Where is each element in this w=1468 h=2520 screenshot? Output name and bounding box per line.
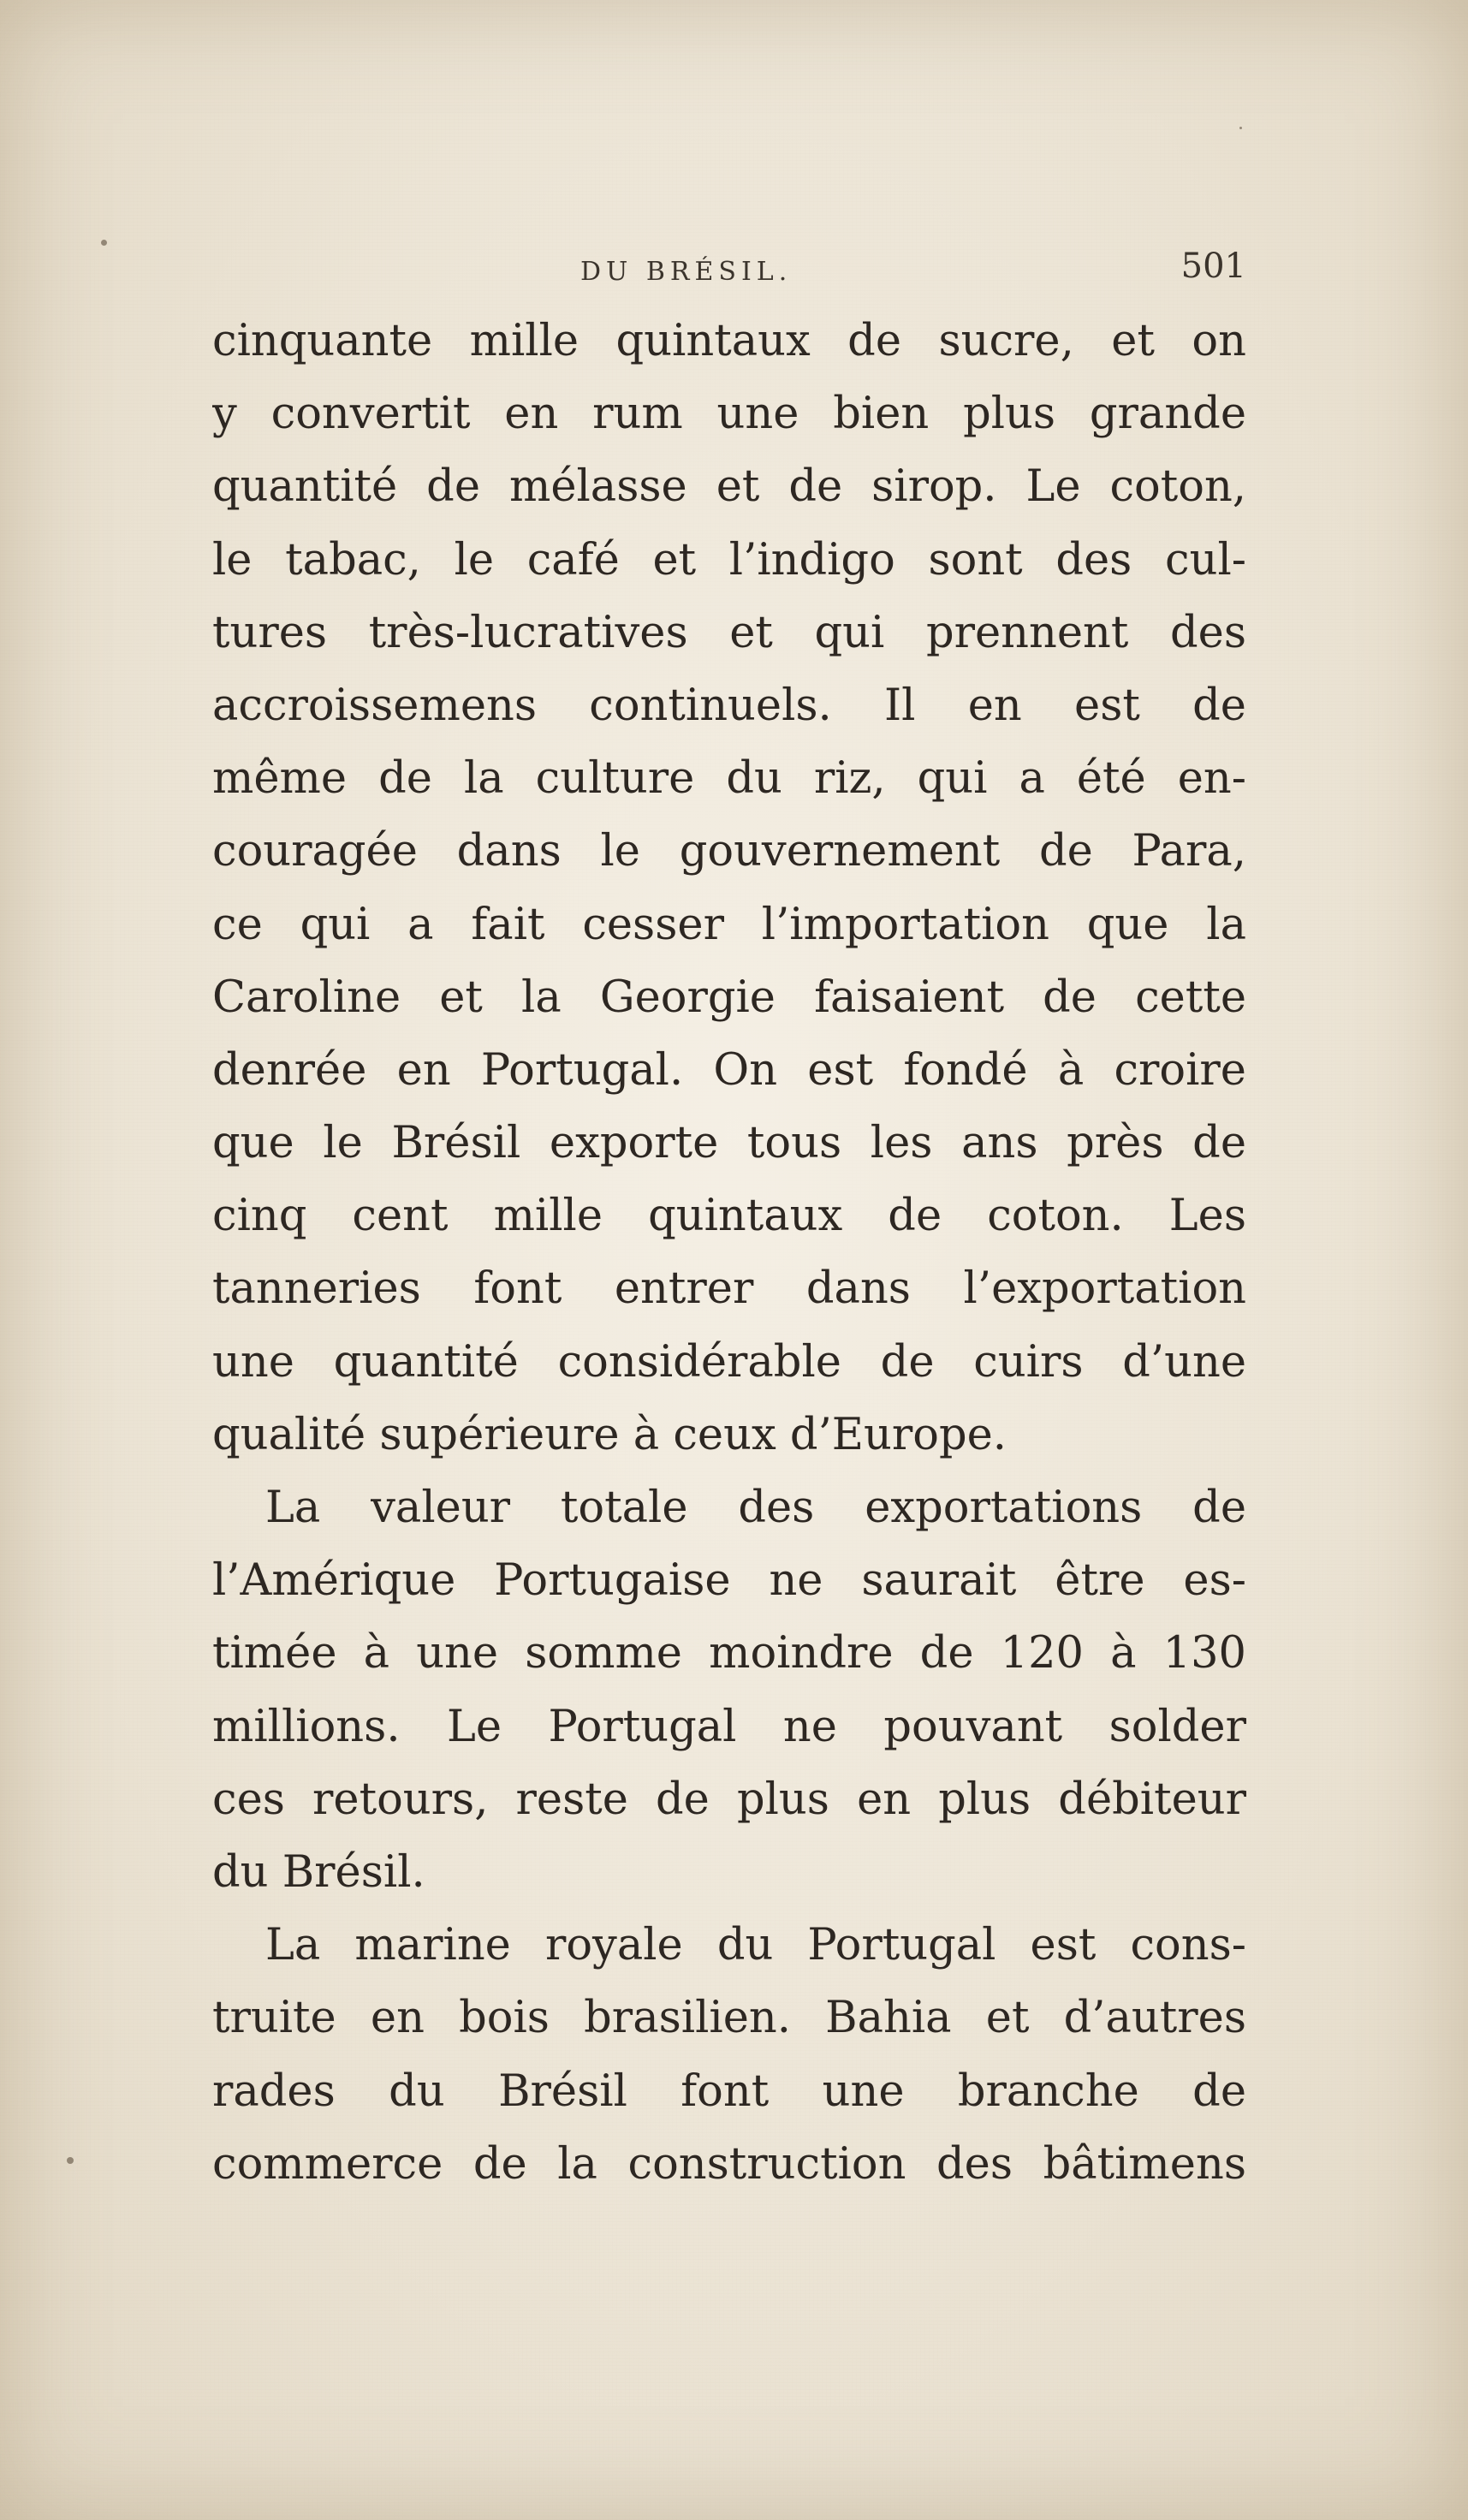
running-title: DU BRÉSIL. <box>580 257 793 287</box>
text-line: accroissemens continuels. Il en est de <box>212 680 1246 731</box>
text-line: truite en bois brasilien. Bahia et d’autres <box>212 1993 1246 2044</box>
text-line: quantité de mélasse et de sirop. Le coton, <box>212 461 1246 513</box>
text-line: y convertit en rum une bien plus grande <box>212 389 1246 440</box>
text-line: La marine royale du Portugal est cons- <box>265 1920 1246 1971</box>
text-line: ces retours, reste de plus en plus débiteur <box>212 1774 1246 1825</box>
text-line: ce qui a fait cesser l’importation que la <box>212 899 1246 950</box>
text-line: que le Brésil exporte tous les ans près de <box>212 1118 1246 1169</box>
text-line: cinq cent mille quintaux de coton. Les <box>212 1191 1246 1242</box>
text-line: denrée en Portugal. On est fondé à croire <box>212 1044 1246 1096</box>
text-line: du Brésil. <box>212 1846 425 1898</box>
text-line: l’Amérique Portugaise ne saurait être es- <box>212 1555 1246 1607</box>
text-line: même de la culture du riz, qui a été en- <box>212 753 1246 805</box>
text-line: une quantité considérable de cuirs d’une <box>212 1336 1246 1388</box>
text-line: Caroline et la Georgie faisaient de cette <box>212 972 1246 1023</box>
text-line: rades du Brésil font une branche de <box>212 2065 1246 2117</box>
text-line: La valeur totale des exportations de <box>265 1483 1246 1533</box>
body-text <box>212 305 1246 2201</box>
ink-speck <box>67 2157 74 2164</box>
text-line: tanneries font entrer dans l’exportation <box>212 1263 1246 1315</box>
text-line: le tabac, le café et l’indigo sont des cul- <box>212 534 1246 585</box>
text-line: timée à une somme moindre de 120 à 130 <box>212 1628 1246 1679</box>
page-header <box>212 247 1246 298</box>
ink-speck <box>101 240 107 246</box>
text-line: couragée dans le gouvernement de Para, <box>212 826 1246 877</box>
text-line: commerce de la construction des bâtimens <box>212 2138 1246 2190</box>
text-line: cinquante mille quintaux de sucre, et on <box>212 316 1246 366</box>
page-number: 501 <box>1180 247 1246 286</box>
text-line: tures très-lucratives et qui prennent des <box>212 607 1246 658</box>
text-line: millions. Le Portugal ne pouvant solder <box>212 1701 1246 1752</box>
text-line: qualité supérieure à ceux d’Europe. <box>212 1409 1007 1460</box>
ink-speck <box>1239 127 1242 129</box>
